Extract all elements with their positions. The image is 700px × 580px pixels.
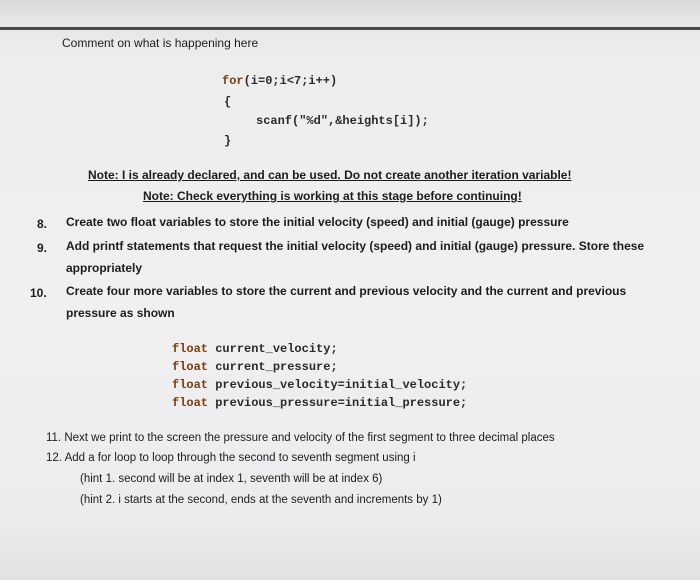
top-divider	[0, 27, 700, 30]
item-number: 10.	[30, 286, 47, 300]
item-number: 12.	[46, 452, 62, 464]
item-text: Next we print to the screen the pressure and velocity of the first segment to three decimal places	[64, 432, 555, 444]
code-close-brace: }	[224, 134, 232, 148]
code-float-line	[172, 378, 467, 392]
code-float-line	[172, 396, 467, 410]
code-float-line	[172, 342, 338, 356]
hint-text: (hint 1. second will be at index 1, seventh will be at index 6)	[80, 473, 383, 485]
code-text: previous_pressure=initial_pressure;	[215, 396, 468, 410]
page-heading: Comment on what is happening here	[62, 36, 259, 50]
code-scanf-line: scanf("%d",&heights[i]);	[256, 114, 429, 128]
hint-text: (hint 2. i starts at the second, ends at the seventh and increments by 1)	[80, 494, 442, 506]
code-open-brace: {	[224, 95, 232, 109]
note-check-working: Note: Check everything is working at this stage before continuing!	[143, 189, 522, 203]
code-float-line	[172, 360, 338, 374]
code-text: current_pressure;	[215, 360, 338, 374]
code-keyword: float	[172, 360, 209, 374]
item-number: 11.	[46, 432, 62, 444]
code-keyword: for	[222, 74, 244, 88]
code-text: previous_velocity=initial_velocity;	[215, 378, 468, 392]
code-keyword: float	[172, 378, 209, 392]
code-text: (i=0;i<7;i++)	[243, 74, 338, 88]
code-text: current_velocity;	[215, 342, 338, 356]
note-iteration-variable: Note: I is already declared, and can be used. Do not create another iteration variable!	[88, 168, 572, 182]
list-item	[46, 432, 555, 444]
item-number: 8.	[37, 217, 48, 231]
list-item	[46, 452, 416, 464]
item-number: 9.	[37, 241, 48, 255]
code-keyword: float	[172, 342, 209, 356]
list-item: Create four more variables to store the current and previous velocity and the current and previous pressure as shown	[66, 284, 627, 320]
list-item: Create two float variables to store the initial velocity (speed) and initial (gauge) pressure	[66, 215, 569, 229]
code-keyword: float	[172, 396, 209, 410]
list-item: Add printf statements that request the initial velocity (speed) and initial (gauge) pressure. Store these appropriately	[66, 239, 645, 275]
code-for-line	[222, 74, 337, 88]
item-text: Add a for loop to loop through the second to seventh segment using i	[64, 452, 416, 464]
